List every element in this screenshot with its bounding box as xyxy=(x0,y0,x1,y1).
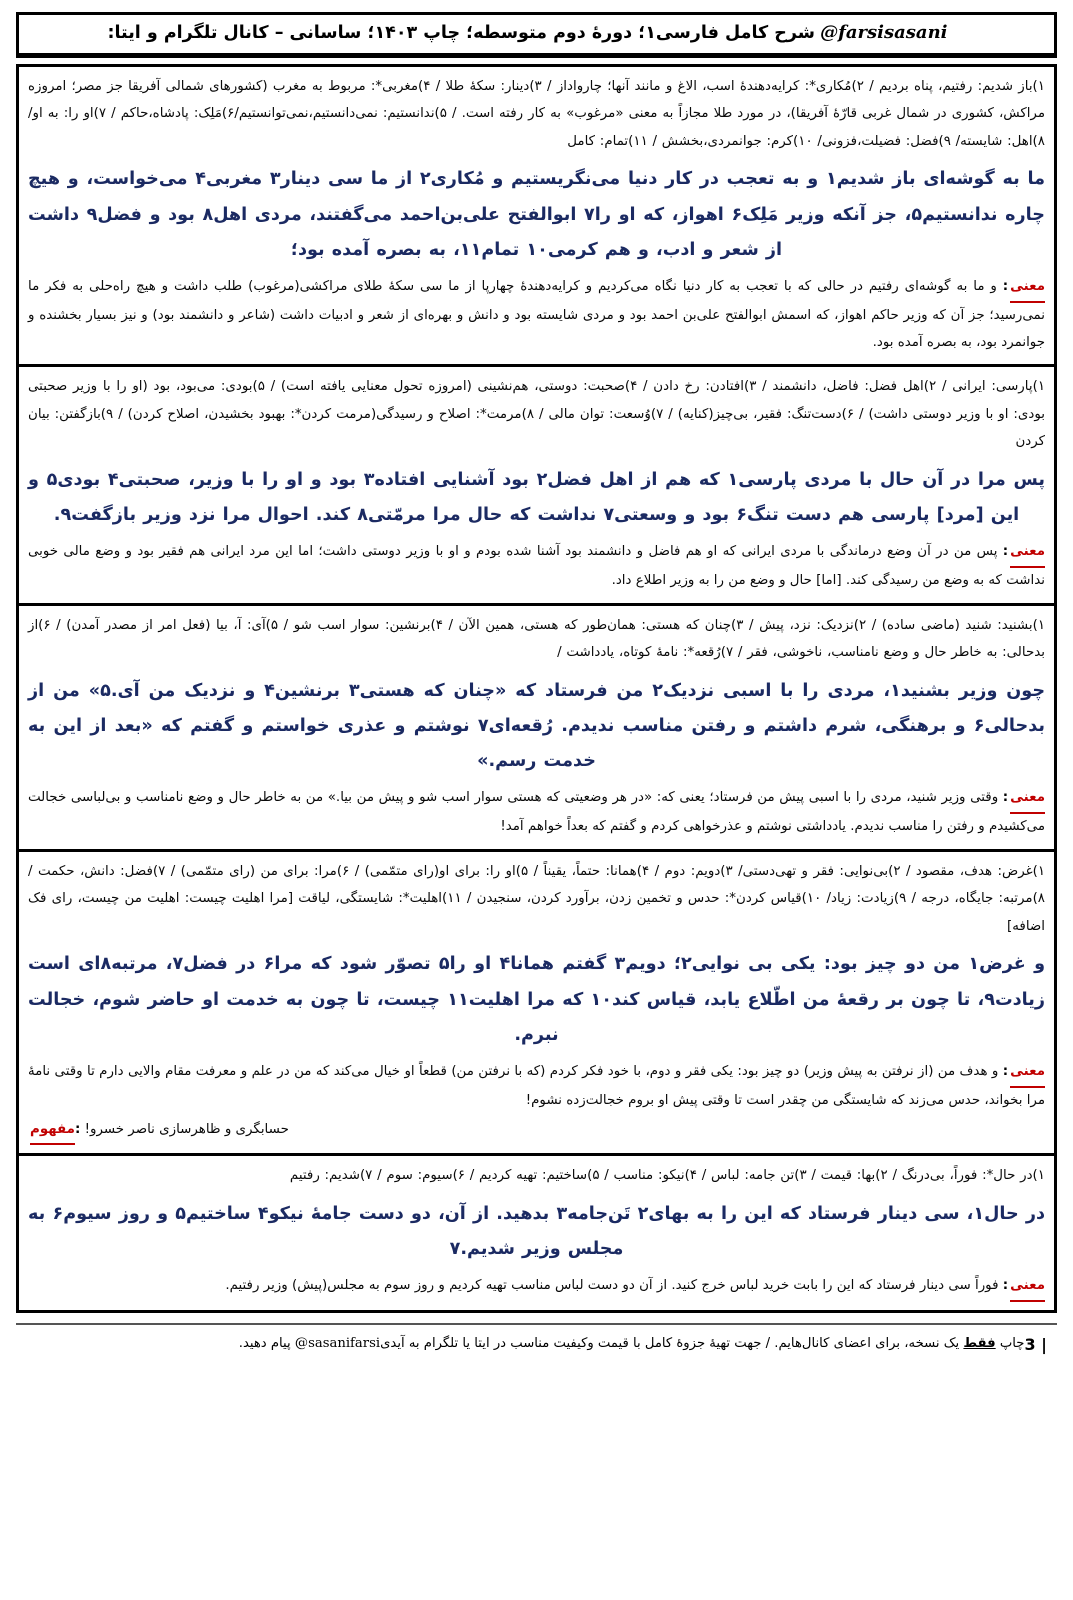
header-title: شرح کامل فارسی۱؛ دورهٔ دوم متوسطه؛ چاپ ۱۴۰۳؛ ساسانی – کانال تلگرام و ایتا: xyxy=(107,23,816,43)
concept-text: حسابگری و ظاهرسازی ناصر خسرو! xyxy=(84,1121,289,1137)
verse-text: ما به گوشه‌ای باز شدیم۱ و به تعجب در کار دنیا می‌نگریستیم و مُکاری۲ از ما سی دینار۳ مغربی۴ می‌خواست، و هیچ چاره ندانستیم۵، جز آنکه وزیر مَلِک۶ اهواز، که او را۷ ابوالفتح علی‌بن‌احمد می‌گفتند، مردی اهل۸ بود و فضل۹ داشت از شعر و ادب، و هم کرمی۱۰ تمام۱۱، به بصره آمده بود؛ xyxy=(28,169,1046,260)
note-row: معنی: پس من در آن وضع درماندگی با مردی ایرانی که او هم فاضل و دانشمند بود آشنا شده بودم و او با وزیر دوستی داشت؛ اما این مرد ایرانی هم فقیر بود و وضع مالی خوبی نداشت که به وضع من رسیدگی کند. [اما] حال و وضع من را به وزیر اطلاع داد. xyxy=(28,539,1045,595)
note-text: و ما به گوشه‌ای رفتیم در حالی که با تعجب به کار دنیا نگاه می‌کردیم و کرایه‌دهندهٔ چهارپا از ما سی سکهٔ طلای مراکشی(مرغوب) طلب داشت و هیچ راه‌حلی به فکر ما نمی‌رسید؛ جز آن که وزیر حاکم اهواز، که اسمش ابوالفتح علی‌بن احمد بود و مردی شایسته بود و دانش و بهره‌ای از شعر و ادبیات داشت (شاعر و دانشمند بود) و نیز بسیار بخشنده و جوانمرد بود، به بصره آمده بود. xyxy=(28,278,1045,350)
note-row: معنی: و هدف من (از نرفتن به پیش وزیر) دو چیز بود: یکی فقر و دوم، با خود فکر کردم (که با نرفتن من) قطعاً او خیال می‌کند که من در علم و معرفت مقام والایی دارم تا وقتی نامهٔ مرا بخواند، حدس می‌زند که شایستگی من چقدر است تا وقتی پیش او بروم خجالت‌زده نشوم! xyxy=(28,1059,1045,1115)
footer-part3: پیام دهید. xyxy=(238,1336,295,1351)
footer-part2: یک نسخه، برای اعضای کانال‌هایم. / جهت تهیهٔ جزوهٔ کامل با قیمت وکیفیت مناسب در ایتا یا تلگرام به آیدی xyxy=(380,1336,964,1351)
header-telegram-handle: @farsisasani xyxy=(820,22,948,43)
note-label: معنی xyxy=(1010,785,1045,814)
footer-note xyxy=(16,1333,1024,1355)
note-row: معنی: و ما به گوشه‌ای رفتیم در حالی که با تعجب به کار دنیا نگاه می‌کردیم و کرایه‌دهندهٔ چهارپا از ما سی سکهٔ طلای مراکشی(مرغوب) طلب داشت و هیچ راه‌حلی به فکر ما نمی‌رسید؛ جز آن که وزیر حاکم اهواز، که اسمش ابوالفتح علی‌بن احمد بود و مردی شایسته بود و دانش و بهره‌ای از شعر و ادبیات داشت (شاعر و دانشمند بود) و نیز بسیار بخشنده و جوانمرد بود، به بصره آمده بود. xyxy=(28,274,1045,356)
lesson-section xyxy=(19,606,1054,852)
note-label: معنی xyxy=(1010,274,1045,303)
page-footer xyxy=(16,1323,1057,1355)
footer-part1: چاپ xyxy=(995,1336,1025,1351)
footer-telegram-handle: @sasanifarsi xyxy=(294,1336,381,1351)
note-row: معنی: وقتی وزیر شنید، مردی را با اسبی پیش من فرستاد؛ یعنی که: «در هر وضعیتی که هستی سوار اسب شو و پیش من بیا.» من به خاطر حال و وضع نامناسب و بی‌لباسی خجالت می‌کشیدم و رفتن را مناسب ندیدم. یادداشتی نوشتم و عذرخواهی کردم و گفتم که بعداً خواهم آمد! xyxy=(28,785,1045,841)
glossary-text: ۱)پارسی: ایرانی / ۲)اهل فضل: فاضل، دانشمند / ۳)افتادن: رخ دادن / ۴)صحبت: دوستی، هم‌نشینی (امروزه تحول معنایی یافته است) / ۵)بودی: می‌بود، بود (او را با وزیر صحبتی بودی: او با وزیر دوستی داشت) / ۶)دست‌تنگ: فقیر، بی‌چیز(کنایه) / ۷)وُسعت: توان مالی / ۸)مرمت*: اصلاح و رسیدگی(مرمت کردن*: بهبود بخشیدن، اصلاح کردن) / ۹)بازگفتن: بیان کردن xyxy=(28,379,1046,450)
verse-text: چون وزیر بشنید۱، مردی را با اسبی نزدیک۲ من فرستاد که «چنان که هستی۳ برنشین۴ و نزدیک من آی.۵» من از بدحالی۶ و برهنگی، شرم داشتم و رفتن مناسب ندیدم. رُقعه‌ای۷ نوشتم و عذری خواستم و گفتم که «بعد از این به خدمت رسم.» xyxy=(28,680,1046,772)
glossary-text: ۱)غرض: هدف، مقصود / ۲)بی‌نوایی: فقر و تهی‌دستی/ ۳)دویم: دوم / ۴)همانا: حتماً، یقیناً / ۵)او را: برای او(رای متمّمی) / ۶)مرا: برای من (رای متمّمی) / ۷)فضل: دانش، حکمت / ۸)مرتبه: جایگاه، درجه / ۹)زیادت: زیاد/ ۱۰)قیاس کردن*: حدس و تخمین زدن، برآورد کردن، سنجیدن / ۱۱)اهلیت*: شایستگی، لیاقت [مرا اهلیت چیست: اهلیت من چیست، رای فک اضافه] xyxy=(28,863,1046,934)
lesson-section xyxy=(19,1156,1054,1310)
note-text: فوراً سی دینار فرستاد که این را بابت خرید لباس خرج کنید. از آن دو دست لباس مناسب تهیه کردیم و روز سوم به مجلس(پیش) وزیر رفتیم. xyxy=(225,1278,999,1294)
note-label: معنی xyxy=(1010,1273,1045,1302)
footer-emphasis: فقط xyxy=(963,1336,996,1351)
verse-text: در حال۱، سی دینار فرستاد که این را به بهای۲ تَن‌جامه۳ بدهید. از آن، دو دست جامهٔ نیکو۴ ساختیم۵ و روز سیوم۶ به مجلس وزیر شدیم.۷ xyxy=(28,1203,1045,1259)
concept-label: مفهوم xyxy=(30,1117,75,1146)
note-text: وقتی وزیر شنید، مردی را با اسبی پیش من فرستاد؛ یعنی که: «در هر وضعیتی که هستی سوار اسب شو و پیش من بیا.» من به خاطر حال و وضع نامناسب و بی‌لباسی خجالت می‌کشیدم و رفتن را مناسب ندیدم. یادداشتی نوشتم و عذرخواهی کردم و گفتم که بعداً خواهم آمد! xyxy=(28,790,1045,835)
page-number: 3 | xyxy=(1024,1334,1047,1354)
note-label: معنی xyxy=(1010,539,1045,568)
note-label: معنی xyxy=(1010,1059,1045,1088)
verse-text: و غرض۱ من دو چیز بود: یکی بی نوایی۲؛ دویم۳ گفتم همانا۴ او را۵ تصوّر شود که مرا۶ در فضل۷، مرتبه۸‌ای است زیادت۹، تا چون بر رقعهٔ من اطّلاع یابد، قیاس کند۱۰ که مرا اهلیت۱۱ چیست، تا چون به خدمت او حاضر شوم، خجالت نبرم. xyxy=(28,954,1045,1045)
verse-text: پس مرا در آن حال با مردی پارسی۱ که هم از اهل فضل۲ بود آشنایی افتاده۳ بود و او را با وزیر، صحبتی۴ بودی۵ و این [مرد] پارسی هم دست تنگ۶ بود و وسعتی۷ نداشت که حال مرا مرمّتی۸ کند. احوال مرا نزد وزیر بازگفت۹. xyxy=(28,469,1045,525)
note-text: و هدف من (از نرفتن به پیش وزیر) دو چیز بود: یکی فقر و دوم، با خود فکر کردم (که با نرفتن من) قطعاً او خیال می‌کند که من در علم و معرفت مقام والایی دارم تا وقتی نامهٔ مرا بخواند، حدس می‌زند که شایستگی من چقدر است تا وقتی پیش او بروم خجالت‌زده نشوم! xyxy=(28,1063,1045,1108)
concept-row: حسابگری و ظاهرسازی ناصر خسرو! :مفهوم xyxy=(28,1117,1045,1146)
lesson-section xyxy=(19,67,1054,367)
lesson-section xyxy=(19,367,1054,605)
lessons-container xyxy=(16,64,1057,1313)
lesson-section xyxy=(19,852,1054,1156)
note-text: پس من در آن وضع درماندگی با مردی ایرانی که او هم فاضل و دانشمند بود آشنا شده بودم و او با وزیر دوستی داشت؛ اما این مرد ایرانی هم فقیر بود و وضع مالی خوبی نداشت که به وضع من رسیدگی کند. [اما] حال و وضع من را به وزیر اطلاع داد. xyxy=(28,544,1045,588)
glossary-text: ۱)باز شدیم: رفتیم، پناه بردیم / ۲)مُکاری*: کرایه‌دهندهٔ اسب، الاغ و مانند آنها؛ چارواداز / ۳)دینار: سکهٔ طلا / ۴)مغربی*: مربوط به مغرب (کشورهای شمالی آفریقا جز مصر؛ امروزه مراکش، کشوری در شمال غربی قارّهٔ آفریقا)، در مورد طلا مجازاً به معنی «مرغوب» به کار رفته است. / ۵)ندانستیم: نمی‌دانستیم،نمی‌توانستیم/۶)مَلِک: پادشاه،حاکم / ۷)او را: به او/ ۸)اهل: شایسته/ ۹)فضل: فضیلت،فزونی/ ۱۰)کرم: جوانمردی،بخشش / ۱۱)تمام: کامل xyxy=(28,79,1045,149)
glossary-text: ۱)در حال*: فوراً، بی‌درنگ / ۲)بها: قیمت / ۳)تن جامه: لباس / ۴)نیکو: مناسب / ۵)ساختیم: تهیه کردیم / ۶)سیوم: سوم / ۷)شدیم: رفتیم xyxy=(289,1168,1045,1184)
glossary-text: ۱)بشنید: شنید (ماضی ساده) / ۲)نزدیک: نزد، پیش / ۳)چنان که هستی: همان‌طور که هستی، همین الآن / ۴)برنشین: سوار اسب شو / ۵)آی: آ، بیا (فعل امر از مصدر آمدن) / ۶)از بدحالی: به خاطر حال و وضع نامناسب، ناخوشی، فقر / ۷)رُقعه*: نامهٔ کوتاه، یادداشت / xyxy=(28,617,1046,661)
note-row: معنی: فوراً سی دینار فرستاد که این را بابت خرید لباس خرج کنید. از آن دو دست لباس مناسب تهیه کردیم و روز سوم به مجلس(پیش) وزیر رفتیم. xyxy=(28,1273,1045,1302)
page-header-banner xyxy=(16,12,1057,58)
